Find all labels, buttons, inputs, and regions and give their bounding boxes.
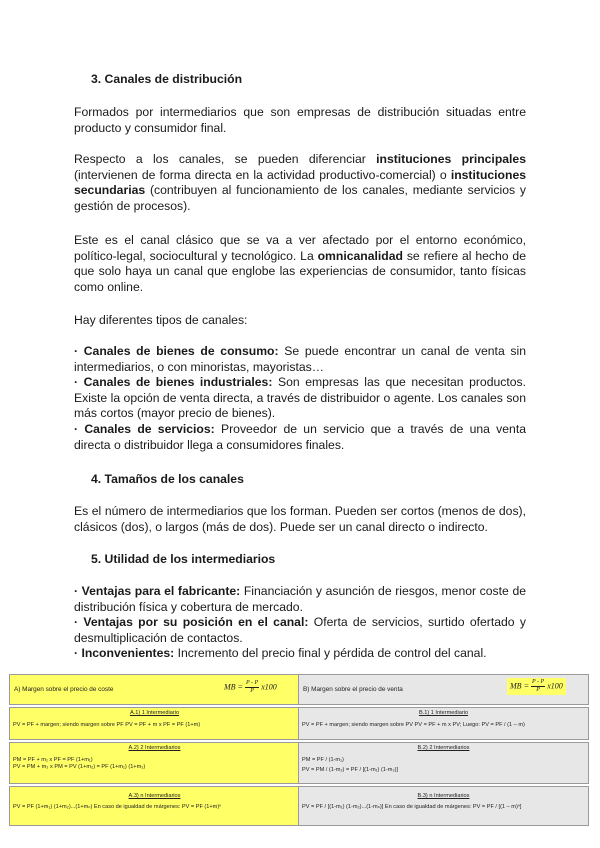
box-title: B.1) 1 Intermediario <box>418 710 469 716</box>
cost-margin-header <box>9 674 300 705</box>
list-item: · Ventajas para el fabricante: Financiación y asunción de riesgos, menor coste de distribución física y cobertura de mercado. <box>74 584 526 614</box>
box-title: A.3) n Intermediarios <box>128 793 181 799</box>
section-3-paragraph-3: Este es el canal clásico que se va a ver afectado por el entorno económico, político-legal, sociocultural y tecnológico. La omnicanalidad se refiere al hecho de que solo haya un canal que englobe las experiencias de consumidor, tanto físicas como online. <box>74 233 526 294</box>
list-item: · Canales de bienes de consumo: Se puede encontrar un canal de venta sin intermediarios, o con minoristas, mayoristas… <box>74 344 526 374</box>
channel-types-list <box>74 344 526 453</box>
list-item: · Canales de bienes industriales: Son empresas las que necesitan productos. Existe la opción de venta directa, a través de distribuidor o agente. Los canales son más cortos (mayor precio de bienes). <box>74 375 526 421</box>
box-formula: PV = PF (1+m₁) (1+m₂)...(1+mₙ) En caso de igualdad de márgenes: PV = PF (1+m)ⁿ <box>13 804 222 810</box>
cost-margin-n-intermediaries <box>9 786 300 826</box>
sale-margin-title: B) Margen sobre el precio de venta <box>303 686 403 693</box>
box-formula: PV = PF + margen; siendo margen sobre PF PV = PF + m x PF = PF (1+m) <box>13 722 201 728</box>
section-3-paragraph-4: Hay diferentes tipos de canales: <box>74 313 248 327</box>
list-item: · Ventajas por su posición en el canal: Oferta de servicios, surtido ofertado y desmultiplicación de contactos. <box>74 615 526 645</box>
cost-margin-two-intermediaries <box>9 742 300 784</box>
cost-margin-one-intermediary <box>9 707 300 740</box>
cost-margin-title: A) Margen sobre el precio de coste <box>14 686 114 693</box>
list-item: · Canales de servicios: Proveedor de un servicio que a través de una venta directa o distribuidor llega a consumidores finales. <box>74 421 526 452</box>
box-title: B.2) 2 Intermediarios <box>417 745 470 751</box>
box-title: A.2) 2 Intermediarios <box>128 745 181 751</box>
section-3-paragraph-1: Formados por intermediarios que son empresas de distribución situadas entre producto y consumidor final. <box>74 105 526 135</box>
sale-margin-one-intermediary <box>298 707 589 740</box>
sale-margin-formula: MB = $\frac{P - P}{P}$ x100 <box>507 678 566 695</box>
box-formula: PV = PM / (1-m₂) = PF / [(1-m₁) (1-m₂)] <box>302 767 399 773</box>
section-3-paragraph-2: Respecto a los canales, se pueden diferenciar instituciones principales (intervienen de forma directa en la actividad productivo-comercial) o instituciones secundarias (contribuyen al funcionamiento de los canales, mediante servicios y gestión de procesos). <box>74 152 526 213</box>
sale-margin-header <box>298 674 589 705</box>
intermediaries-list <box>74 584 526 662</box>
box-formula: PV = PF + margen; siendo margen sobre PV PV = PF + m x PV; Luego: PV = PF / (1 – m) <box>302 722 525 728</box>
cost-margin-formula: MB = $\frac{P - P}{P}$ x100 <box>224 680 277 694</box>
box-formula: PM = PF + m₁ x PF = PF (1+m₁) <box>13 757 93 763</box>
sale-margin-n-intermediaries <box>298 786 589 826</box>
box-formula: PV = PF / [(1-m₁) (1-m₂)...(1-mₙ)] En caso de igualdad de márgenes: PV = PF / [(1 – m)ⁿ] <box>302 804 522 810</box>
sale-margin-two-intermediaries <box>298 742 589 784</box>
cost-margin-figure <box>9 674 300 826</box>
section-5-title: 5. Utilidad de los intermediarios <box>91 552 276 566</box>
box-title: A.1) 1 Intermediario <box>129 710 180 716</box>
section-4-paragraph: Es el número de intermediarios que los forman. Pueden ser cortos (menos de dos), clásicos (dos), o largos (más de dos). Puede ser un canal directo o indirecto. <box>74 504 526 534</box>
list-item: · Inconvenientes: Incremento del precio final y pérdida de control del canal. <box>74 646 487 661</box>
box-formula: PV = PM + m₂ x PM = PV (1+m₂) = PF (1+m₁) (1+m₂) <box>13 764 146 770</box>
section-3-title: 3. Canales de distribución <box>91 72 243 86</box>
sale-margin-figure <box>298 674 589 826</box>
box-formula: PM = PF / (1-m₁) <box>302 757 344 763</box>
box-title: B.3) n Intermediarios <box>417 793 470 799</box>
section-4-title: 4. Tamaños de los canales <box>91 472 244 486</box>
